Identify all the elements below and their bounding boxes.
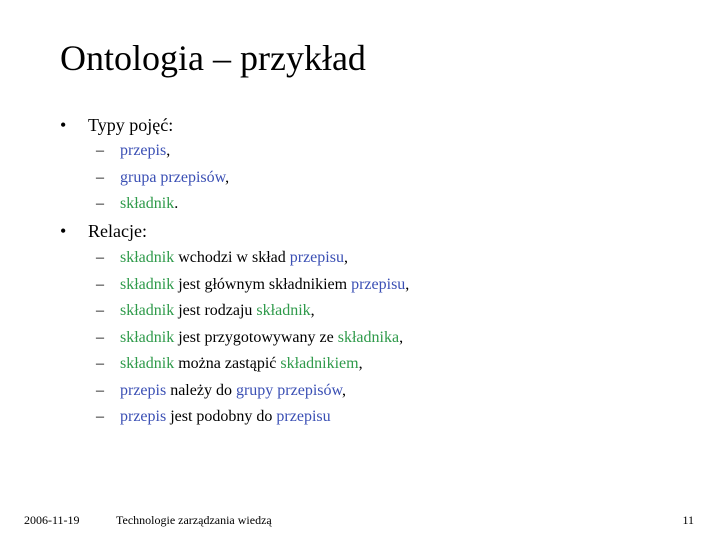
sub-list-item <box>96 272 409 299</box>
dash-icon: – <box>96 328 104 346</box>
sub-list-item <box>96 191 229 218</box>
bullet-icon: • <box>60 115 67 135</box>
item-text: należy do <box>166 381 236 399</box>
concept-term: składnik <box>120 249 175 266</box>
item-text: , <box>166 142 171 159</box>
concept-term: grupy przepisów <box>235 381 342 399</box>
item-text: , <box>405 275 410 293</box>
concept-term: składnikiem <box>280 355 359 372</box>
sub-list-item <box>96 245 409 272</box>
sub-list <box>96 245 409 431</box>
concept-term: przepisu <box>351 275 406 293</box>
dash-icon: – <box>96 381 104 399</box>
item-text: jest przygotowywany ze <box>174 328 338 346</box>
item-text: , <box>343 249 348 266</box>
concept-term: składnik <box>120 328 175 346</box>
concept-term: składnik <box>256 302 311 319</box>
item-text: . <box>174 195 179 212</box>
bullet-heading: Typy pojęć: <box>88 115 174 135</box>
concept-term: przepis <box>120 408 167 425</box>
dash-icon: – <box>96 275 104 293</box>
page-number: 11 <box>682 513 694 527</box>
slide-title: Ontologia – przykład <box>60 38 366 78</box>
sub-list-item <box>96 378 409 405</box>
sub-list-item <box>96 138 229 165</box>
bullet-heading: Relacje: <box>88 221 147 241</box>
concept-term: przepis <box>120 381 167 399</box>
sub-list-item <box>96 298 409 325</box>
bullet-icon: • <box>60 221 67 241</box>
sub-list-item <box>96 165 229 192</box>
sub-list-item <box>96 351 409 378</box>
item-text: można zastąpić <box>174 355 281 372</box>
item-text: jest podobny do <box>166 408 277 425</box>
concept-term: składnik <box>120 195 175 212</box>
concept-term: składnik <box>120 275 175 293</box>
dash-icon: – <box>96 408 104 425</box>
sub-list <box>96 138 229 218</box>
dash-icon: – <box>96 195 104 212</box>
sub-list-item <box>96 325 409 352</box>
dash-icon: – <box>96 168 104 186</box>
item-text: , <box>342 381 346 399</box>
footer-course-title: Technologie zarządzania wiedzą <box>116 513 272 527</box>
item-text: jest rodzaju <box>174 302 257 319</box>
item-text: jest głównym składnikiem <box>174 275 352 293</box>
concept-term: składnik <box>120 355 175 372</box>
concept-term: przepisu <box>289 249 344 266</box>
dash-icon: – <box>96 249 104 266</box>
item-text: wchodzi w skład <box>174 249 290 266</box>
sub-list-item <box>96 404 409 431</box>
bullet-types <box>60 114 173 136</box>
dash-icon: – <box>96 355 104 372</box>
dash-icon: – <box>96 142 104 159</box>
concept-term: grupa przepisów <box>120 168 226 186</box>
concept-term: przepis <box>120 142 167 159</box>
bullet-relations <box>60 220 147 242</box>
concept-term: składnik <box>120 302 175 319</box>
item-text: , <box>225 168 230 186</box>
dash-icon: – <box>96 302 104 319</box>
footer-date: 2006-11-19 <box>24 513 80 527</box>
concept-term: przepisu <box>276 408 331 425</box>
item-text: , <box>358 355 363 372</box>
item-text: , <box>310 302 315 319</box>
item-text: , <box>399 328 404 346</box>
concept-term: składnika <box>337 328 400 346</box>
